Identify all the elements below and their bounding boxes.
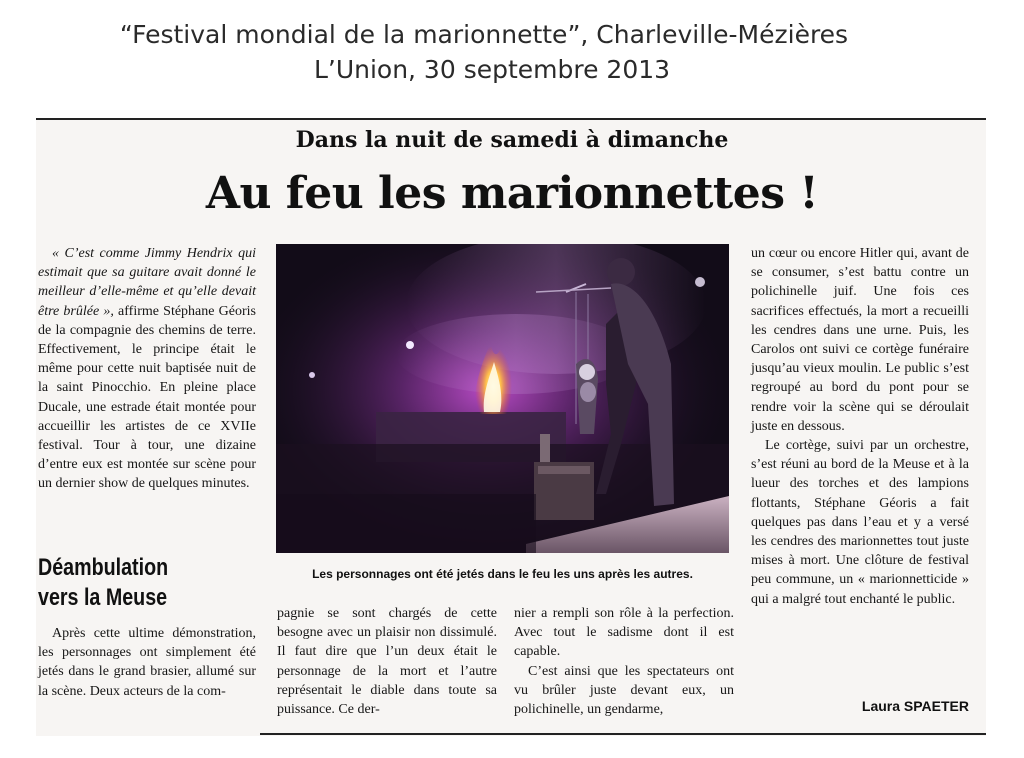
photo-caption: Les personnages ont été jetés dans le feu les uns après les autres.: [312, 567, 693, 581]
bottom-rule: [260, 733, 986, 735]
subheading-line-2: vers la Meuse: [38, 584, 168, 611]
column-4-paragraph-2: C’est ainsi que les spectateurs ont vu brûler juste devant eux, un polichinelle, un gendarme,: [514, 663, 734, 718]
document-title: “Festival mondial de la marionnette”, Charleville-Mézières: [119, 20, 849, 49]
column-3-text: pagnie se sont chargés de cette besogne avec un plaisir non dissimulé. Il faut dire que l’un deux était le personnage de la mort et l’autre représentait le diable dans toute sa puissance. Ce der-: [277, 606, 497, 718]
article-photo: [276, 244, 729, 553]
column-1-text: affirme Stéphane Géoris de la compagnie des chemins de terre. Effectivement, le principe était le même pour cette nuit baptisée nuit de la saint Pinocchio. En pleine place Ducale, une estrade était montée pour accueillir les artistes de ce XVIIe festival. Tour à tour, une dizaine d’entre eux est montée sur scène pour un dernier show de quelques minutes.: [38, 303, 256, 492]
document-source-date: L’Union, 30 septembre 2013: [313, 55, 671, 84]
article-column-2: [38, 624, 256, 701]
article-column-4: [514, 604, 734, 719]
article-column-1: [38, 244, 256, 494]
column-4-paragraph-1: nier a rempli son rôle à la perfection. Avec tout le sadisme dont il est capable.: [514, 606, 734, 660]
article-kicker: Dans la nuit de samedi à dimanche: [295, 127, 729, 153]
opening-quote: « C’est comme Jimmy Hendrix qui estimait que sa guitare avait donné le meilleur d’elle-même et qu’elle devait être brûlée »,: [38, 246, 256, 319]
column-2-text: Après cette ultime démonstration, les personnages ont simplement été jetés dans le grand brasier, allumé sur la scène. Deux acteurs de la com-: [38, 626, 256, 699]
fire-stage-photo: [276, 244, 729, 553]
article-column-5: [751, 244, 969, 609]
column-5-paragraph-2: Le cortège, suivi par un orchestre, s’est réuni au bord de la Meuse et à la lueur des torches et des lampions flottants, Stéphane Géoris a fait quelques pas dans l’eau et y a versé les cendres des marionnettes tout juste mises à mort. Une clôture de festival peu commune, un « marionnetticide » qui a malgré tout enchanté le public.: [751, 438, 969, 607]
column-5-paragraph-1: un cœur ou encore Hitler qui, avant de se consumer, s’est battu contre un polichinelle juif. Une fois ces sacrifices effectués, la mort a recueilli les cendres dans une urne. Puis, les Carolos ont suivi ce cortège funéraire jusqu’au vieux moulin. Le public s’est regroupé au bord du pont pour se rendre voir la scène qui se déroulait juste en dessous.: [751, 246, 969, 434]
article-subheading: [38, 553, 218, 613]
article-headline: Au feu les marionnettes !: [205, 168, 819, 219]
top-rule: [36, 118, 986, 120]
article-column-3: [277, 604, 497, 719]
subheading-line-1: Déambulation: [38, 554, 169, 581]
article-byline: Laura SPAETER: [861, 698, 969, 714]
